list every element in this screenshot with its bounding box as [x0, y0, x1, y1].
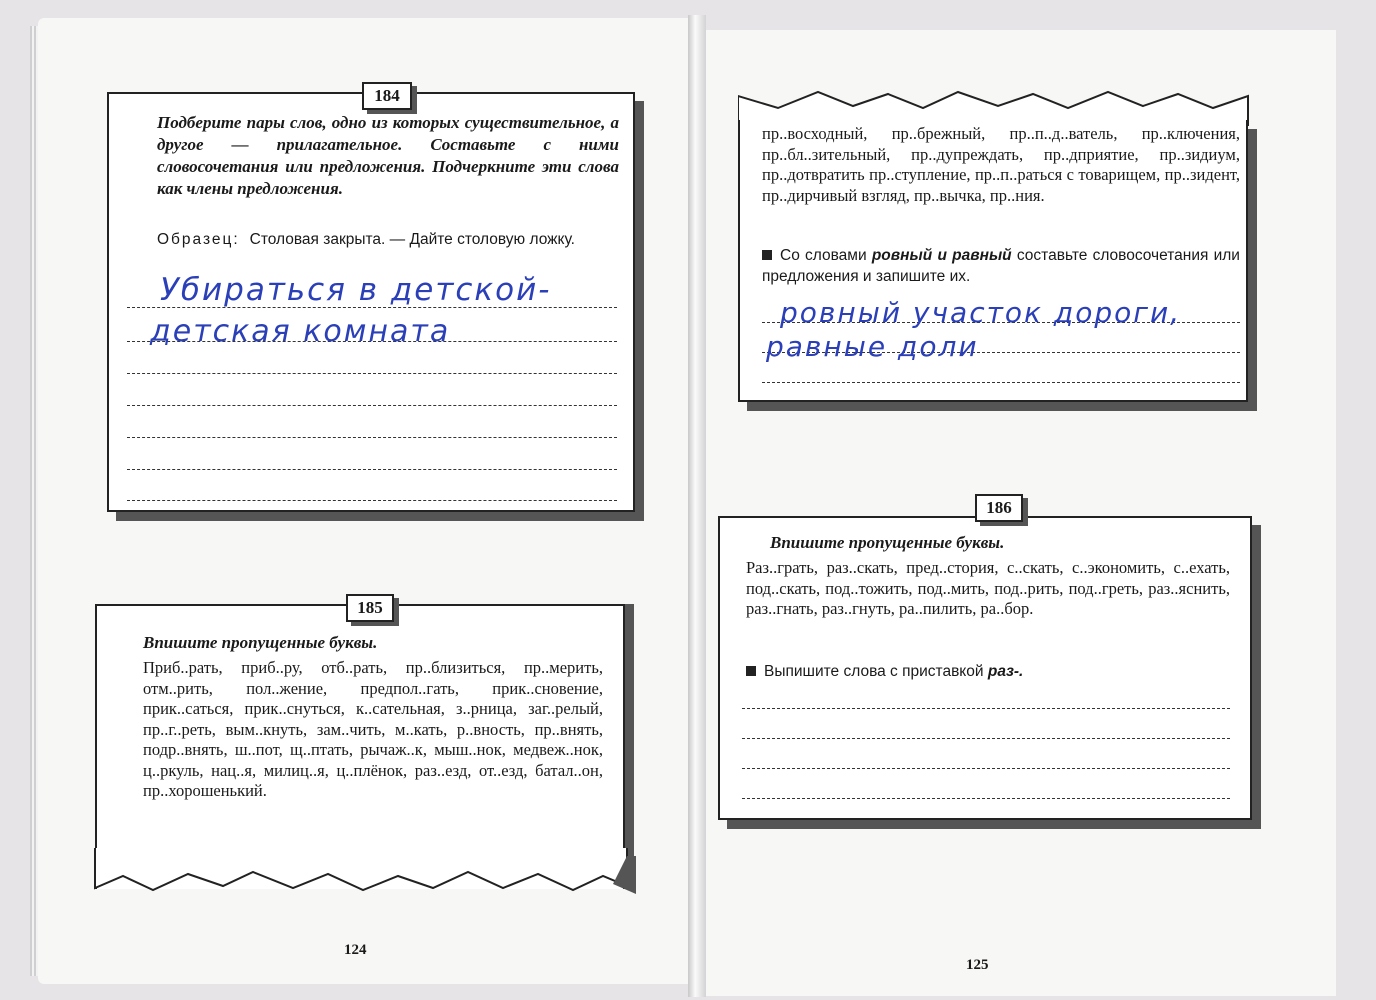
handwriting-line-1: Убираться в детской-: [160, 272, 552, 308]
sample-label: Образец:: [157, 231, 240, 248]
raz-task: [746, 662, 1230, 683]
task-word: ровный: [871, 247, 933, 264]
exercise-186-instruction: Впишите пропущенные буквы.: [770, 533, 1005, 552]
page-number-left: 124: [344, 942, 367, 958]
bullet-icon: [746, 666, 756, 676]
task-text: составьте словосочетания или предложения и запишите их.: [762, 247, 1240, 285]
exercise-186-number: 186: [975, 494, 1023, 522]
exercise-186-text: Раз..грать, раз..скать, пред..стория, с..скать, с..экономить, с..ехать, под..скать, под..тожить, под..мить, под..рить, под..греть, раз..яснить, раз..гнать, раз..гнуть, ра..пилить, ра..бор.: [746, 558, 1230, 618]
exercise-184-instruction: Подберите пары слов, одно из которых существительное, а другое — прилагательное. Составьте с ними словосочетания или предложения. Подчеркните эти слова как члены предложения.: [157, 113, 619, 198]
writing-line: [127, 373, 617, 374]
bullet-icon: [762, 250, 772, 260]
exercise-184-sample: [157, 230, 619, 251]
writing-line: [742, 768, 1230, 769]
writing-line: [742, 738, 1230, 739]
sample-text: Столовая закрыта. — Дайте столовую ложку.: [249, 231, 575, 248]
exercise-185-text: Приб..рать, приб..ру, отб..рать, пр..близиться, пр..мерить, отм..рить, пол..жение, предпол..гать, прик..сновение, прик..саться, прик..снуться, к..сательная, з..рница, заг..релый, пр..г..реть, вым..кнуть, зам..чить, м..кать, р..вность, пр..внять, подр..внять, ш..пот, щ..птать, рычаж..к, мыш..нок, медвеж..нок, ц..ркуль, нац..я, милиц..я, ц..плёнок, раз..езд, от..езд, батал..он, пр..хорошенький.: [143, 658, 603, 800]
handwriting-line-2: равные доли: [766, 330, 979, 363]
writing-line: [127, 437, 617, 438]
torn-edge: [93, 848, 638, 898]
writing-line: [762, 382, 1240, 383]
exercise-185-continued-text: пр..восходный, пр..брежный, пр..п..д..ватель, пр..ключения, пр..бл..зительный, пр..дупреждать, пр..дприятие, пр..зидиум, пр..дотвратить пр..ступление, пр..п..раться с товарищем, пр..зидент, пр..дирчивый взгляд, пр..вычка, пр..ния.: [762, 124, 1240, 205]
writing-line: [127, 469, 617, 470]
handwriting-line-2: детская комната: [150, 314, 451, 349]
exercise-184-number: 184: [362, 82, 412, 110]
task-word: равный: [952, 247, 1012, 264]
task-word: раз-.: [987, 663, 1024, 680]
exercise-185-instruction: Впишите пропущенные буквы.: [143, 633, 378, 652]
task-word: и: [937, 247, 947, 264]
task-text: Со словами: [780, 247, 867, 264]
task-text: Выпишите слова с приставкой: [764, 663, 984, 680]
ravny-task: [762, 246, 1240, 287]
handwriting-line-1: ровный участок дороги,: [780, 296, 1182, 329]
book-gutter: [688, 15, 706, 997]
page-number-right: 125: [966, 957, 989, 973]
writing-line: [127, 405, 617, 406]
writing-line: [742, 708, 1230, 709]
writing-line: [127, 500, 617, 501]
exercise-185-number: 185: [346, 594, 394, 622]
writing-line: [742, 798, 1230, 799]
